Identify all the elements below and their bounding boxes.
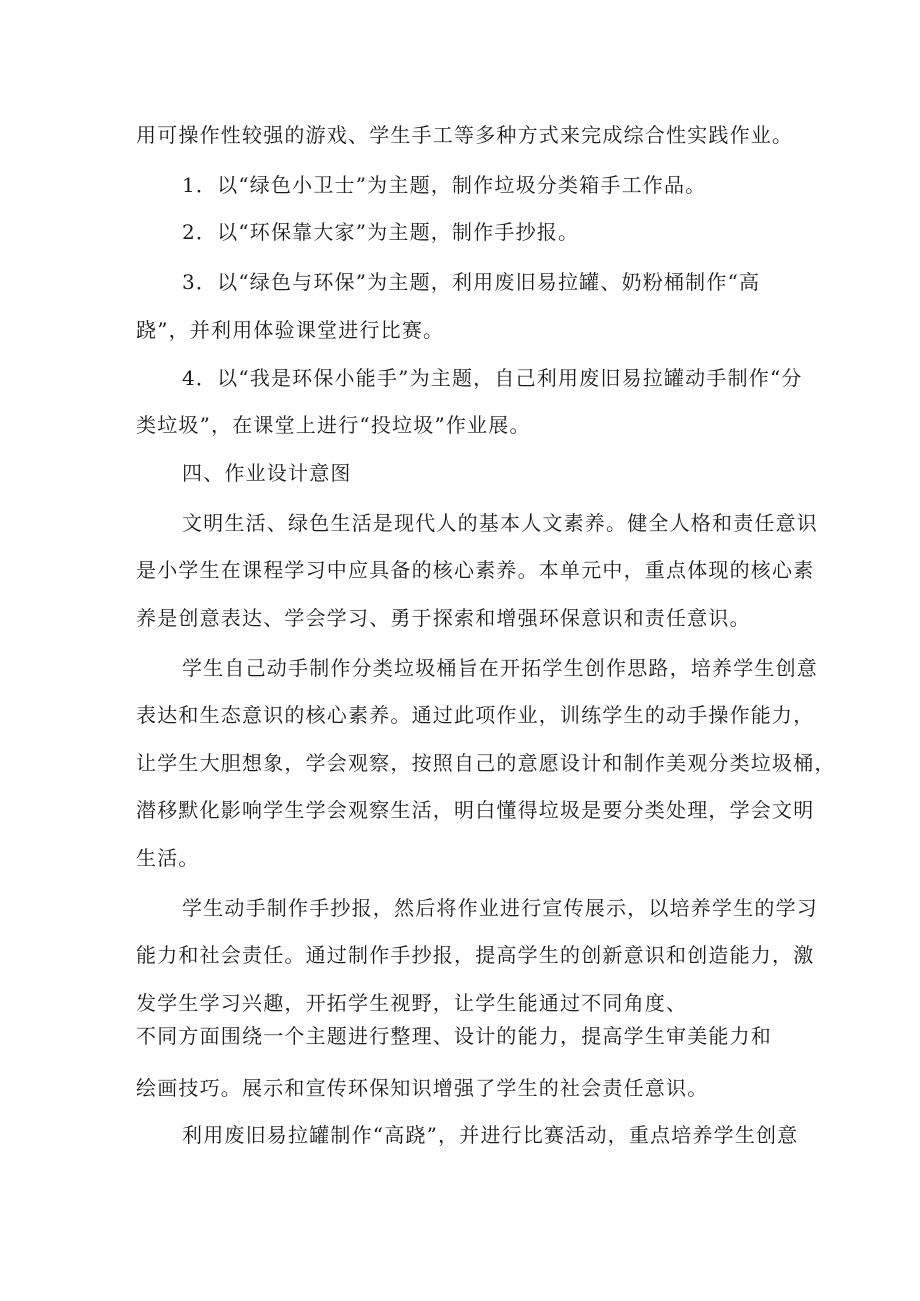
text-line: 类垃圾”，在课堂上进行“投垃圾”作业展。 [136, 413, 531, 437]
text-line: 文明生活、绿色生活是现代人的基本人文素养。健全人格和责任意识 [182, 511, 818, 535]
list-item: 3．以“绿色与环保”为主题，利用废旧易拉罐、奶粉桶制作“高 [182, 270, 761, 294]
text-line: 潜移默化影响学生学会观察生活，明白懂得垃圾是要分类处理，学会文明 [136, 798, 815, 822]
text-line: 发学生学习兴趣，开拓学生视野，让学生能通过不同角度、 [136, 991, 688, 1015]
text-line: 能力和社会责任。通过制作手抄报，提高学生的创新意识和创造能力，激 [136, 943, 815, 967]
list-item: 2．以“环保靠大家”为主题，制作手抄报。 [182, 220, 580, 244]
text-line: 学生自己动手制作分类垃圾桶旨在开拓学生创作思路，培养学生创意 [182, 656, 818, 680]
list-item: 4．以“我是环保小能手”为主题，自己利用废旧易拉罐动手制作“分 [182, 366, 803, 390]
text-line: 利用废旧易拉罐制作“高跷”，并进行比赛活动，重点培养学生创意 [182, 1123, 799, 1147]
text-line: 不同方面围绕一个主题进行整理、设计的能力，提高学生审美能力和 [136, 1024, 772, 1048]
text-line: 用可操作性较强的游戏、学生手工等多种方式来完成综合性实践作业。 [136, 123, 794, 147]
text-line: 跷”，并利用体验课堂进行比赛。 [136, 318, 445, 342]
list-item: 1．以“绿色小卫士”为主题，制作垃圾分类箱手工作品。 [182, 173, 707, 197]
text-line: 绘画技巧。展示和宣传环保知识增强了学生的社会责任意识。 [136, 1076, 709, 1100]
text-line: 学生动手制作手抄报，然后将作业进行宣传展示，以培养学生的学习 [182, 896, 818, 920]
section-heading: 四、作业设计意图 [182, 461, 352, 485]
text-line: 是小学生在课程学习中应具备的核心素养。本单元中，重点体现的核心素 [136, 558, 815, 582]
text-line: 生活。 [136, 846, 200, 870]
text-line: 养是创意表达、学会学习、勇于探索和增强环保意识和责任意识。 [136, 606, 751, 630]
text-line: 表达和生态意识的核心素养。通过此项作业，训练学生的动手操作能力， [136, 703, 815, 727]
text-line: 让学生大胆想象，学会观察，按照自己的意愿设计和制作美观分类垃圾桶， [136, 751, 836, 775]
